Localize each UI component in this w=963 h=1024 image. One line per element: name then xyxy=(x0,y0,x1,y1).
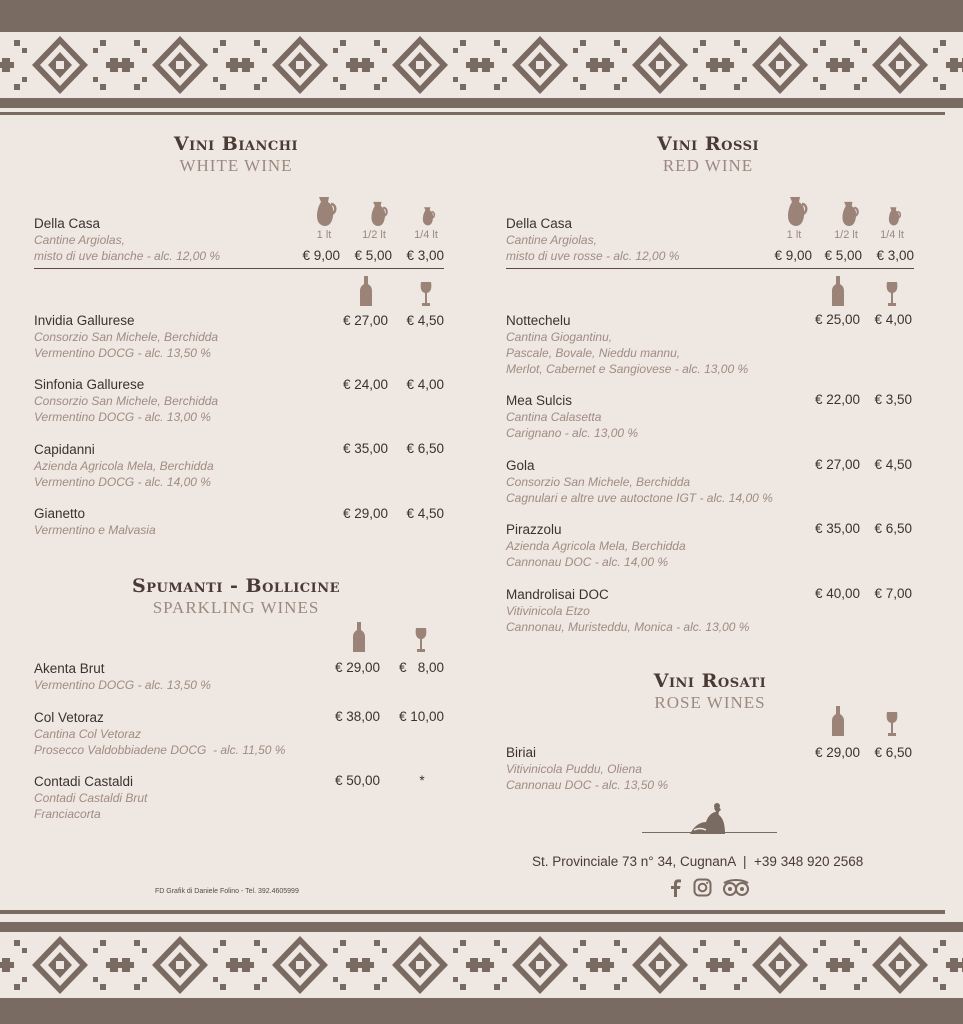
wine-name: Biriai xyxy=(506,745,537,760)
wine-name: Mea Sulcis xyxy=(506,393,573,408)
wine-desc: Cannonau, Muristeddu, Monica - alc. 13,00 % xyxy=(506,620,750,634)
unit-1lt: 1 lt xyxy=(786,229,802,241)
glass-icon xyxy=(886,712,898,736)
address-phone: St. Provinciale 73 n° 34, CugnanA | +39 348 920 2568 xyxy=(532,854,864,869)
glass-price: € 6,50 xyxy=(874,521,912,536)
section-title-spumanti: Spumanti - Bollicine xyxy=(131,575,341,597)
wine-desc: Cannonau DOC - alc. 13,50 % xyxy=(506,778,669,792)
credit-text: FD Grafik di Daniele Folino - Tel. 392.4605999 xyxy=(155,888,299,895)
wine-desc: Contadi Castaldi Brut xyxy=(34,791,148,805)
carafe-half-icon xyxy=(840,200,860,227)
carafe-1lt-icon xyxy=(785,195,809,227)
wine-desc: Cantina Col Vetoraz xyxy=(34,727,141,741)
unit-half: 1/2 lt xyxy=(362,229,386,241)
wine-name: Invidia Gallurese xyxy=(34,313,135,328)
wine-desc: Cantina Calasetta xyxy=(506,410,602,424)
divider xyxy=(506,268,914,269)
glass-icon xyxy=(415,628,427,652)
wine-desc: Cannonau DOC - alc. 14,00 % xyxy=(506,555,669,569)
glass-price: € 6,50 xyxy=(406,441,444,456)
bottle-price: € 27,00 xyxy=(814,457,860,472)
wine-name: Della Casa xyxy=(34,216,101,231)
glass-price: € 4,00 xyxy=(874,312,912,327)
wine-name: Capidanni xyxy=(34,442,95,457)
wine-desc: Pascale, Bovale, Nieddu mannu, xyxy=(506,346,681,360)
wine-desc: Cantine Argiolas, xyxy=(34,233,125,247)
bottle-price: € 50,00 xyxy=(334,773,380,788)
unit-quarter: 1/4 lt xyxy=(880,229,904,241)
price-quarter: € 3,00 xyxy=(406,248,444,263)
bottle-price: € 29,00 xyxy=(342,506,388,521)
wine-name: Pirazzolu xyxy=(506,522,562,537)
bottom-pattern xyxy=(0,928,963,1002)
wine-desc: Vermentino DOCG - alc. 13,50 % xyxy=(34,678,211,692)
wine-desc: Carignano - alc. 13,00 % xyxy=(506,426,639,440)
divider xyxy=(34,268,444,269)
folk-pattern-bottom xyxy=(0,928,963,1002)
bottom-rule xyxy=(0,910,945,914)
wine-desc: Cagnulari e altre uve autoctone IGT - alc. 14,00 % xyxy=(506,491,773,505)
logo-icon xyxy=(684,800,734,836)
section-subtitle-rosati: ROSE WINES xyxy=(654,693,766,712)
section-subtitle-bianchi: WHITE WINE xyxy=(179,156,293,175)
bottle-price: € 22,00 xyxy=(814,392,860,407)
wine-desc: misto di uve bianche - alc. 12,00 % xyxy=(34,249,221,263)
price-1lt: € 9,00 xyxy=(302,248,340,263)
wine-name: Nottechelu xyxy=(506,313,571,328)
glass-icon xyxy=(420,282,432,306)
bottle-price: € 38,00 xyxy=(334,709,380,724)
carafe-quarter-icon xyxy=(887,206,902,226)
wine-desc: Vermentino DOCG - alc. 14,00 % xyxy=(34,475,211,489)
wine-name: Contadi Castaldi xyxy=(34,774,134,789)
wine-name: Akenta Brut xyxy=(34,661,105,676)
glass-price: € 6,50 xyxy=(874,745,912,760)
bottle-price: € 24,00 xyxy=(342,377,388,392)
bottle-price: € 25,00 xyxy=(814,312,860,327)
price-quarter: € 3,00 xyxy=(876,248,914,263)
bottle-price: € 27,00 xyxy=(342,313,388,328)
carafe-half-icon xyxy=(369,200,389,227)
bottle-price: € 35,00 xyxy=(342,441,388,456)
unit-quarter: 1/4 lt xyxy=(414,229,438,241)
wine-desc: Vermentino DOCG - alc. 13,00 % xyxy=(34,410,211,424)
wine-name: Gianetto xyxy=(34,506,86,521)
wine-desc: Azienda Agricola Mela, Berchidda xyxy=(506,539,686,553)
section-title-rossi: Vini Rossi xyxy=(656,133,760,155)
glass-price: € 4,50 xyxy=(406,313,444,328)
glass-price: € 4,00 xyxy=(406,377,444,392)
glass-price: € 8,00 xyxy=(398,660,444,675)
glass-price: * xyxy=(419,773,425,788)
price-half: € 5,00 xyxy=(824,248,862,263)
wine-name: Col Vetoraz xyxy=(34,710,104,725)
bottom-band xyxy=(0,1002,963,1024)
section-subtitle-spumanti: SPARKLING WINES xyxy=(152,598,320,617)
carafe-1lt-icon xyxy=(314,195,338,227)
glass-icon xyxy=(886,282,898,306)
top-pattern xyxy=(0,28,963,102)
unit-half: 1/2 lt xyxy=(834,229,858,241)
section-title-bianchi: Vini Bianchi xyxy=(173,133,299,155)
wine-name: Gola xyxy=(506,458,535,473)
bottle-price: € 29,00 xyxy=(814,745,860,760)
section-subtitle-rossi: RED WINE xyxy=(662,156,754,175)
wine-desc: Vermentino DOCG - alc. 13,50 % xyxy=(34,346,211,360)
wine-desc: Consorzio San Michele, Berchidda xyxy=(34,394,219,408)
glass-price: € 10,00 xyxy=(398,709,444,724)
price-half: € 5,00 xyxy=(354,248,392,263)
glass-price: € 4,50 xyxy=(874,457,912,472)
bottle-icon xyxy=(832,706,844,736)
wine-name: Della Casa xyxy=(506,216,573,231)
wine-desc: Vermentino e Malvasia xyxy=(34,523,156,537)
carafe-quarter-icon xyxy=(421,206,436,226)
price-1lt: € 9,00 xyxy=(774,248,812,263)
bottle-price: € 29,00 xyxy=(334,660,380,675)
wine-desc: Consorzio San Michele, Berchidda xyxy=(506,475,691,489)
wine-desc: Prosecco Valdobbiadene DOCG - alc. 11,50 % xyxy=(34,743,286,757)
bottle-icon xyxy=(360,276,372,306)
wine-desc: Franciacorta xyxy=(34,807,101,821)
top-rule xyxy=(0,112,945,115)
wine-desc: Cantina Giogantinu, xyxy=(506,330,613,344)
wine-desc: misto di uve rosse - alc. 12,00 % xyxy=(506,249,680,263)
instagram-icon[interactable] xyxy=(693,878,712,897)
wine-name: Mandrolisai DOC xyxy=(506,587,609,602)
bottle-price: € 40,00 xyxy=(814,586,860,601)
bottle-price: € 35,00 xyxy=(814,521,860,536)
wine-desc: Vitivinicola Puddu, Oliena xyxy=(506,762,642,776)
folk-pattern-top xyxy=(0,28,963,102)
glass-price: € 7,00 xyxy=(874,586,912,601)
glass-price: € 3,50 xyxy=(874,392,912,407)
top-band xyxy=(0,0,963,28)
glass-price: € 4,50 xyxy=(406,506,444,521)
wine-desc: Cantine Argiolas, xyxy=(506,233,597,247)
top-band-lower xyxy=(0,102,963,108)
bottle-icon xyxy=(353,622,365,652)
wine-desc: Merlot, Cabernet e Sangiovese - alc. 13,00 % xyxy=(506,362,749,376)
wine-name: Sinfonia Gallurese xyxy=(34,377,145,392)
wine-desc: Azienda Agricola Mela, Berchidda xyxy=(34,459,214,473)
tripadvisor-icon[interactable] xyxy=(722,879,750,896)
facebook-icon[interactable] xyxy=(670,879,682,897)
section-title-rosati: Vini Rosati xyxy=(653,670,767,692)
wine-desc: Consorzio San Michele, Berchidda xyxy=(34,330,219,344)
wine-desc: Vitivinicola Etzo xyxy=(506,604,590,618)
bottle-icon xyxy=(832,276,844,306)
unit-1lt: 1 lt xyxy=(316,229,332,241)
